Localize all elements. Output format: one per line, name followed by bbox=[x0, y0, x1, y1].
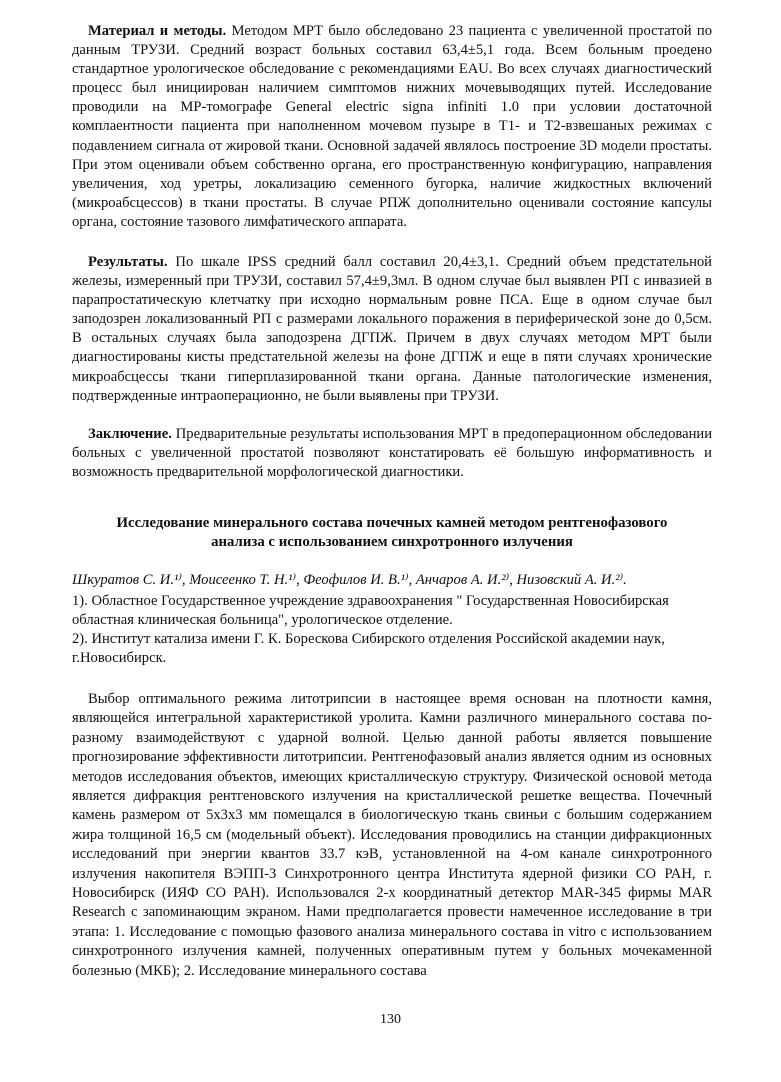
methods-text: Методом МРТ было обследовано 23 пациента с увеличенной простатой по данным ТРУЗИ. Средний возраст больных составил 63,4±5,1 года. Всем больным проедено стандартное урологическое обследование с рекомендациями EAU. Во всех случаях диагностический процесс был инициирован наличием симптомов нижних мочевыводящих путей. Исследование проводили на МР-томографе General electric signa infiniti 1.0 при условии достаточной комплаентности пациента при наполненном мочевом пузыре в T1- и T2-взвешаных режимах с подавлением сигнала от жировой ткани. Основной задачей являлось построение 3D модели простаты. При этом оценивали объем собственно органа, его пространственную конфигурацию, направления увеличения, ход уретры, локализацию семенного бугорка, наличие жидкостных включений (микроабсцессов) в ткани простаты. В случае РПЖ дополнительно оценивали состояние капсулы органа, состояние тазового лимфатического аппарата. bbox=[72, 23, 712, 230]
affiliation-1: 1). Областное Государственное учреждение здравоохранения " Государственная Новосибирская областная клиническая больница", урологическое отделение. bbox=[72, 593, 669, 629]
article-body-paragraph: Выбор оптимального режима литотрипсии в настоящее время основан на плотности камня, являющейся интегральной характеристикой уролита. Камни различного минерального состава по-разному взаимодействуют с ударной волной. Целью данной работы является повышение прогнозирование эффективности литотрипсии. Рентгенофазовый анализ является одним из основных методов исследования объектов, имеющих кристаллическую структуру. Физической основой метода является дифракция рентгеновского излучения на кристаллической решетке вещества. Почечный камень размером от 5x3x3 мм помещался в биологическую ткань свиньи с большим содержанием жира толщиной 16,5 см (модельный объект). Исследования проводились на станции дифракционных исследований при энергии квантов 33.7 кэВ, установленной на 4-ом канале синхротронного излучения накопителя ВЭПП-3 Синхротронного центра Института ядерной физики СО РАН, г. Новосибирск (ИЯФ СО РАН). Использовался 2-х координатный детектор MAR-345 фирмы MAR Research с запоминающим экраном. Нами предполагается провести намеченное исследование в три этапа: 1. Исследование с помощью фазового анализа минерального состава in vitro с использованием синхротронного излучения камней, полученных оперативным путем у больных мочекаменной болезнью (МКБ); 2. Исследование минерального состава bbox=[72, 691, 712, 979]
article-title-line1: Исследование минерального состава почечных камней методом рентгенофазового bbox=[116, 515, 668, 531]
methods-paragraph bbox=[72, 22, 712, 232]
article-authors: Шкуратов С. И.¹⁾, Моисеенко Т. Н.¹⁾, Феофилов И. В.¹⁾, Анчаров А. И.²⁾, Низовский А. И.²⁾. bbox=[72, 572, 627, 588]
results-lead: Результаты. bbox=[88, 254, 168, 270]
affiliation-2: 2). Институт катализа имени Г. К. Борескова Сибирского отделения Российской академии наук, г.Новосибирск. bbox=[72, 631, 665, 667]
article-title-line2: анализа с использованием синхротронного излучения bbox=[211, 534, 573, 550]
page-number: 130 bbox=[380, 1012, 401, 1027]
conclusion-lead: Заключение. bbox=[88, 426, 172, 442]
conclusion-paragraph bbox=[72, 425, 712, 482]
article-title bbox=[72, 514, 712, 552]
methods-lead: Материал и методы. bbox=[88, 23, 227, 39]
conclusion-text: Предварительные результаты использования МРТ в предоперационном обследовании больных с увеличенной простатой позволяют констатировать её большую информативность и возможность предварительной морфологической диагностики. bbox=[72, 426, 712, 481]
results-paragraph bbox=[72, 253, 712, 406]
results-text: По шкале IPSS средний балл составил 20,4±3,1. Средний объем предстательной железы, измеренный при ТРУЗИ, составил 57,4±9,3мл. В одном случае был выявлен РП с инвазией в парапростатическую клетчатку при исходно нормальным ровне ПСА. Еще в одном случае был заподозрен локализованный РП с размерами локального поражения в периферической зоне до 0,5см. В остальных случаях была заподозрена ДГПЖ. Причем в двух случаях методом МРТ были диагностированы кисты предстательной железы на фоне ДГПЖ и еще в пяти случаях хронические микроабсцессы ткани гиперплазированной ткани органа. Данные патологические изменения, подтвержденные интраоперационно, не были выявлены при ТРУЗИ. bbox=[72, 254, 712, 404]
